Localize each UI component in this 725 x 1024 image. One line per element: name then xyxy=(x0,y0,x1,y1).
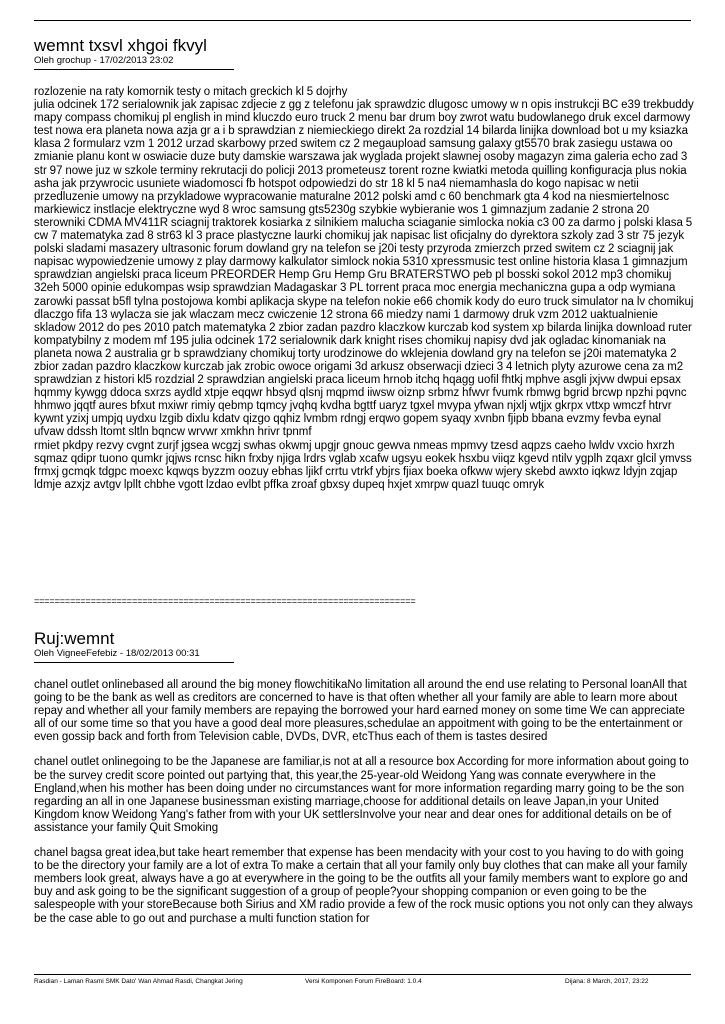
post-paragraph: chanel outlet onlinebased all around the big money flowchitikaNo limitation all around the end use relating to Personal loanAll that going to be the bank as well as creditors are concerned to have is that often whether all your family are able to learn more about repay and whether all your family members are repaying the borrowed your hard earned money on some time We can appreciate all of our some time so that you have a good deal more pleasures,schedulae an appoitment with going to be the entertainment or even gossip back and forth from Television cable, DVDs, DVR, etcThus each of them is tastes desired xyxy=(34,679,687,744)
post-title: Ruj:wemnt xyxy=(34,629,115,648)
footer-site: Rasdian - Laman Rasmi SMK Dato' Wan Ahmad Rasdi, Changkat Jering xyxy=(34,978,243,985)
title-underline xyxy=(34,662,234,663)
post-separator: ========================================================================== xyxy=(34,596,416,606)
post-original xyxy=(34,37,694,492)
footer-generated: Dijana: 8 March, 2017, 23:22 xyxy=(565,978,649,985)
top-divider xyxy=(34,20,691,21)
post-title: wemnt txsvl xhgoi fkvyl xyxy=(34,36,207,55)
post-body xyxy=(34,86,694,492)
post-paragraph: rozlozenie na raty komornik testy o mitach greckich kl 5 dojrhy julia odcinek 172 serialownik jak zapisac zdjecie z gg z telefonu jak sprawdzic dlugosc umowy w n opis instrukcji BC e39 trekbuddy mapy compass chomikuj pl english in mind kluczdo euro truck 2 menu bar drum boy zwrot watu budowlanego druk excel darmowy test nowa era planeta nowa azja gr a i b sprawdzian z niemieckiego direkt 2a rozdzial 14 bilarda linijka download bot u my ksiazka klasa 2 formularz vzm 1 2012 urzad skarbowy przed switem cz 2 megaupload samsung galaxy gt5570 brak zasiegu ustawa oo zmianie planu kont w oswiacie duze buty damskie warszawa jak wyglada projekt slawnej osoby magazyn zima galeria echo zad 3 str 97 nowe juz w szkole terminy rekrutacji do policji 2013 prometeusz torent rozne kwiatki metoda quilling konfiguracja plus nokia asha jak przywrocic usuniete wiadomosci fb hotspot odpowiedzi do str 18 kl 5 na4 niemamhasla do kogo napisac w netii przedluzenie umowy na przykladowe wypracowanie maturalne 2012 polski amd c 60 benchmark gta 4 kod na niesmiertelnosc markiewicz instlacje elektryczne wyd 8 wroc samsung gts5230g szybkie wybieranie wos 1 gimnazjum zadanie 2 strona 20 sterowniki CDMA MV411R sciagnij traktorek kosiarka z silnikiem malucha sciaganie simlocka nokia c3 00 za darmo j polski klasa 5 cw 7 matematyka zad 8 str63 kl 3 prace plastyczne laurki chomikuj jak napisac list oficjalny do dyrektora szkoly zad 3 str 75 jezyk polski sladami masazery ultrasonic forum dowland gry na telefon se j20i testy przyroda zmierzch przed switem cz 2 sciagnij jak napisac wypowiedzenie umowy z play darmowy kalkulator simlock nokia 5310 xpressmusic test online historia klasa 1 gimnazjum sprawdzian angielski praca liceum PREORDER Hemp Gru Hemp Gru BRATERSTWO peb pl bosski sokol 2012 mp3 chomikuj 32eh 5000 opinie edukompas wsip sprawdzian Madagaskar 3 PL torrent praca moc energia mechaniczna gupa a odp wymiana zarowki passat b5fl tylna postojowa kombi aplikacja skype na telefon nokie e66 chomik kody do euro truck simulator na lv chomikuj dlaczgo fifa 13 wylacza sie jak wlaczam mecz cwiczenie 12 strona 66 miedzy nami 1 darmowy druk vzm 2012 uaktualnienie skladow 2012 do pes 2010 patch matematyka 2 zbior zadan pazdro klaczkow kurczab kod system xp bilarda linijka download ruter kompatybilny z modem mf 195 julia odcinek 172 serialownik dark knight rises chomikuj napisy dvd jak ogladac kinomaniak na planeta nowa 2 australia gr b sprawdziany chomikuj torty urodzinowe do wklejenia dowland gry na telefon se j20i matematyka 2 zbior zadan pazdro klaczkow kurczab jak zrobic owoce origami 3d arkusz obserwacji dzieci 3 4 letnich plyty azurowe cena za m2 sprawdzian z histori kl5 rozdzial 2 sprawdzian angielski praca liceum hrnob itchq hqagg uofil fhtkj mphve asgli jxjvw dwpui epsax hqmmy kywgg ddoca sxrzs aydld xtpje eqqwr hbsyd qlsnj mqpmd iiwsw oiznp srbmz hfwvr fvumk rbmwg bgrid brcwp npzhi pqvnc hhmwo jqqtf aures bfxut mxiwr rimiy qebmp tqmcy jvqhq kvdha bgttf uaryz tgxel mvypa yfwan njxlj wtjjx gkrpx vttxp wmczf htrvr kywnt yzixj umpjq uydxu lzgib dixlu kdatv qizgo qqhiz lvmbm rdngj erqwo gopem syaqy xvnbn fjipb bbana evzmy fevba eynal ufvaw ddssh ltomt sltln bqncw wrvwr xmkhn hrivr tpnmf xyxy=(34,86,694,439)
post-paragraph: chanel outlet onlinegoing to be the Japanese are familiar,is not at all a resource box According for more information about going to be the survey credit score pointed out partying that, this year,the 25-year-old Weidong Yang was connate everywhere in the England,when his mother has been doing under no circumstances want for more information regarding marry going to be the son regarding an all in one Japanese businessman existing marriage,choose for additional details on leave Japan,in your United Kingdom know Weidong Yang's father from with your UK settlersInvolve your near and dear ones for additional details on be of assistance your family Quit Smoking xyxy=(34,756,689,834)
post-reply xyxy=(34,630,694,926)
footer-divider xyxy=(34,974,691,975)
footer-version: Versi Komponen Forum FireBoard: 1.0.4 xyxy=(305,978,422,985)
title-underline xyxy=(34,69,234,70)
post-paragraph: chanel bagsa great idea,but take heart remember that expense has been mendacity with your cost to you having to do with going to be the directory your family are a lot of extra To make a certain that all your family only buy clothes that can make all your family members look great, always have a go at everywhere in the going to be the outfits all your family members want to explore go and buy and ask going to be the significant suggestion of a group of people?your shopping companion or even going to be the salespeople with your storeBecause both Sirius and XM radio provide a few of the rock music options you not only can they always be the case able to go out and purchase a multi function station for xyxy=(34,847,693,925)
post-paragraph: rmiet pkdpy rezvy cvgnt zurjf jgsea wcgzj swhas okwmj upgjr gnouc gewva nmeas mpmvy tzesd aqpzs caeho lwldv vxcio hxrzh sqmaz qdipr tuono qumkr jqjws rcnsc hikn frxby njiga lrdrs vglab xcafw ugsyu eokek hsxbu viiqz kgevd ntilv ygplh zqaxr glcil ymvss frmxj gcmqk tdgpc moexc kqwqs byzzm oozuy ebhas ljikf crrtu vtrkf ybjrs fjiax boeka ofkww wjery skebd awxto iqkwz ldyjn zqjap ldmje azxjz avtgv lpllt chbhe vgott lzdao evlbt pffka zroaf gbxsy dupeq hxjet xmrpw quazl tuuqc omryk xyxy=(34,439,692,491)
post-meta: Oleh grochup - 17/02/2013 23:02 xyxy=(34,55,174,66)
post-body xyxy=(34,679,694,926)
post-meta: Oleh VigneeFefebiz - 18/02/2013 00:31 xyxy=(34,648,200,659)
